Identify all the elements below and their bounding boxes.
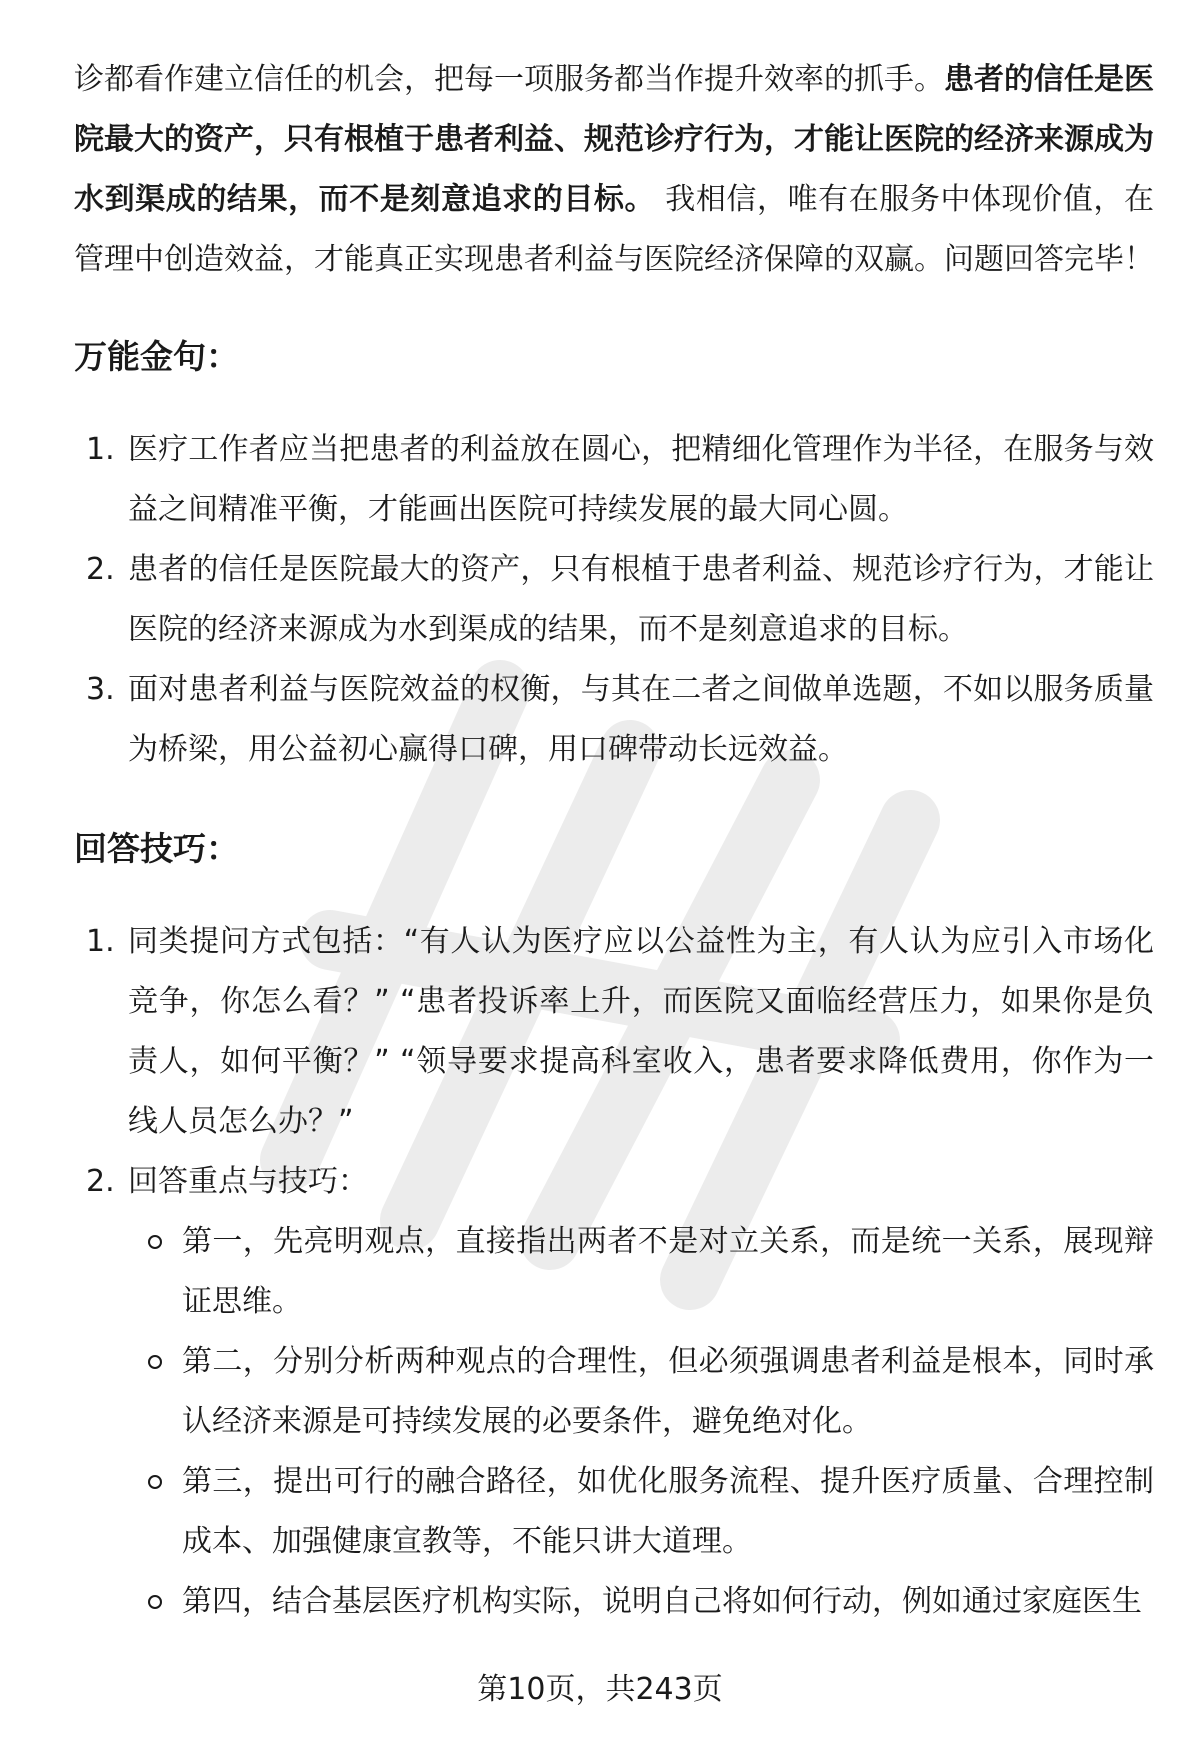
list-number: 2. [86,552,115,587]
page-number-footer: 第10页，共243页 [477,1672,723,1707]
document-page [74,50,1154,1632]
list-item-text: 面对患者利益与医院效益的权衡，与其在二者之间做单选题，不如以服务质量为桥梁，用公益初心赢得口碑，用口碑带动长远效益。 [128,672,1154,767]
list-number: 1. [86,432,115,467]
list-number: 1. [86,924,115,959]
circle-bullet-icon [148,1595,162,1609]
sub-list-item [128,1332,1154,1452]
intro-bold-text: 患者的信任是医院最大的资产，只有根植于患者利益、规范诊疗行为，才能让医院的经济来源成为水到渠成的结果，而不是刻意追求的目标。 [74,62,1154,217]
sub-list-item [128,1572,1154,1632]
circle-bullet-icon [148,1475,162,1489]
list-item [74,420,1154,540]
list-item-text: 患者的信任是医院最大的资产，只有根植于患者利益、规范诊疗行为，才能让医院的经济来源成为水到渠成的结果，而不是刻意追求的目标。 [128,552,1154,647]
sub-item-text: 第二，分别分析两种观点的合理性，但必须强调患者利益是根本，同时承认经济来源是可持续发展的必要条件，避免绝对化。 [182,1344,1154,1439]
list-item-text: 同类提问方式包括：“有人认为医疗应以公益性为主，有人认为应引入市场化竞争，你怎么看？” “患者投诉率上升，而医院又面临经营压力，如果你是负责人，如何平衡？” “领导要求提高科室收入，患者要求降低费用，你作为一线人员怎么办？” [128,924,1154,1139]
sub-item-text: 第三，提出可行的融合路径，如优化服务流程、提升医疗质量、合理控制成本、加强健康宣教等，不能只讲大道理。 [182,1464,1154,1559]
sub-list-item [128,1212,1154,1332]
sub-item-text: 第一，先亮明观点，直接指出两者不是对立关系，而是统一关系，展现辩证思维。 [182,1224,1154,1319]
intro-text-1: 诊都看作建立信任的机会，把每一项服务都当作提升效率的抓手。 [74,62,944,97]
intro-paragraph [74,50,1154,290]
answer-tips-list [74,912,1154,1632]
section-heading-golden-sentences: 万能金句： [74,337,239,376]
section-heading-answer-tips: 回答技巧： [74,829,239,868]
list-item [74,1152,1154,1632]
list-number: 2. [86,1164,115,1199]
list-item [74,540,1154,660]
sub-list [128,1212,1154,1632]
sub-list-item [128,1452,1154,1572]
circle-bullet-icon [148,1235,162,1249]
list-item [74,660,1154,780]
list-number: 3. [86,672,115,707]
sub-item-text: 第四，结合基层医疗机构实际，说明自己将如何行动，例如通过家庭医生 [182,1584,1142,1619]
list-item-text: 回答重点与技巧： [128,1164,368,1199]
intro-text-2: 我相信，唯有在服务中体现价值，在管理中创造效益，才能真正实现患者利益与医院经济保障的双赢。问题回答完毕！ [74,182,1154,277]
list-item-text: 医疗工作者应当把患者的利益放在圆心，把精细化管理作为半径，在服务与效益之间精准平衡，才能画出医院可持续发展的最大同心圆。 [128,432,1154,527]
golden-sentences-list [74,420,1154,780]
list-item [74,912,1154,1152]
circle-bullet-icon [148,1355,162,1369]
